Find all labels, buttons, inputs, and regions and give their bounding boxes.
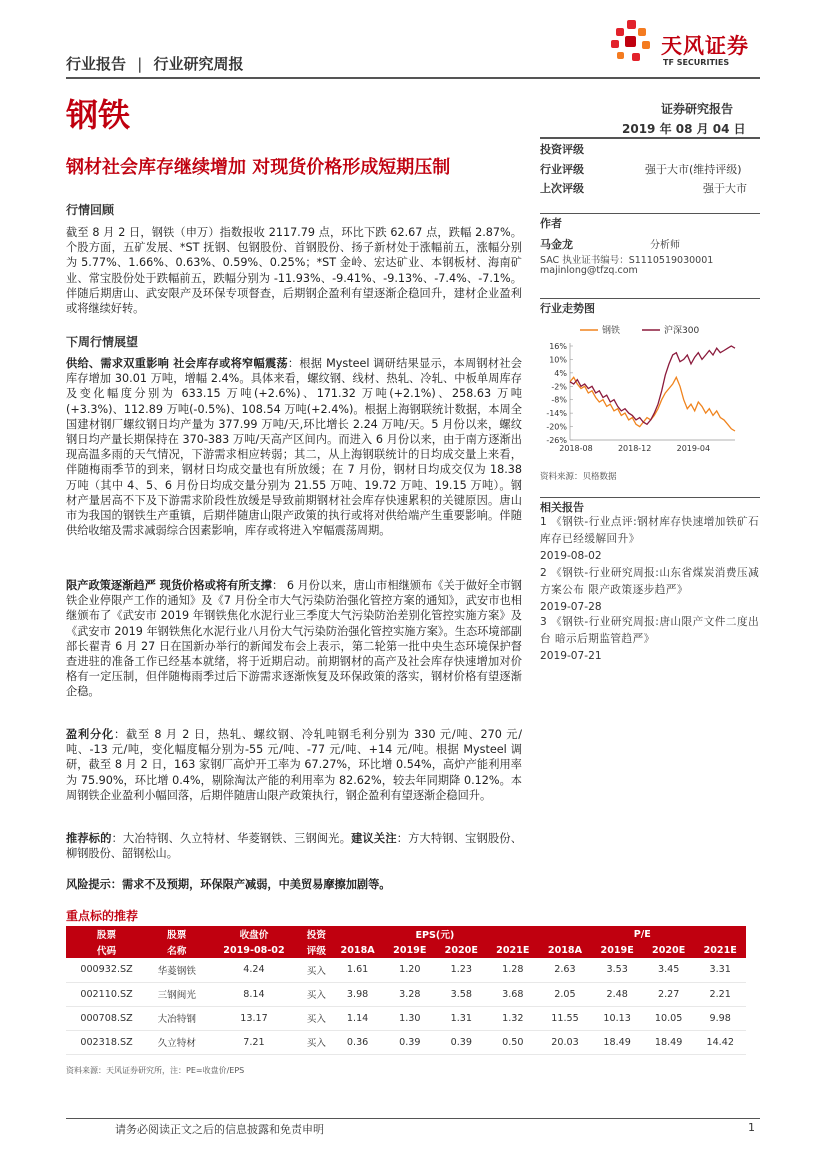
risk-lead: 风险提示 bbox=[66, 878, 111, 891]
table-cell: 13.17 bbox=[206, 1006, 301, 1030]
policy-paragraph bbox=[66, 578, 522, 700]
x-tick-label: 2018-12 bbox=[617, 444, 652, 453]
table-cell: 三钢闽光 bbox=[147, 982, 206, 1006]
y-tick-label: -2% bbox=[551, 382, 567, 392]
table-cell: 0.50 bbox=[487, 1030, 539, 1054]
table-cell: 18.49 bbox=[591, 1030, 643, 1054]
supply-demand-lead: 供给、需求双重影响 社会库存或将窄幅震荡 bbox=[66, 357, 288, 370]
table-cell: 1.23 bbox=[436, 958, 488, 982]
report-type: 证券研究报告 bbox=[661, 102, 734, 116]
table-cell: 11.55 bbox=[539, 1006, 592, 1030]
trend-title: 行业走势图 bbox=[540, 302, 595, 315]
table-cell: 0.36 bbox=[331, 1030, 384, 1054]
prev-rating-label: 上次评级 bbox=[540, 182, 584, 195]
sidebar-rule-author bbox=[540, 213, 760, 214]
header-cell: 股票 bbox=[66, 926, 147, 942]
logo-name: 天风证券 bbox=[661, 34, 749, 58]
industry-rating-label: 行业评级 bbox=[540, 163, 584, 176]
policy-text: ： 6 月份以来，唐山市相继颁布《关于做好全市钢铁企业停限产工作的通知》及《7 月份全市大气污染防治强化管控方案的通知》，武安市也相继颁布了《武安市 2019 年钢铁焦化水泥行业三季度大气污染防治差别化管控实施方案》及《武安市 2019 年钢铁焦化水泥行业八月份大气污染防治强化管控实施方案》。生态环境部副部长翟青 6 月 27 日在国新办举行的新闻发布会上表示，第二轮第一批中央生态环境保护督查进驻的准备工作已经基本就绪，将于近期启动。前期钢材的高产及社会库存快速增加对价格有一定压制，但伴随梅雨季过后下游需求逐渐恢复及环保政策的落实，钢材价格有望逐渐企稳。 bbox=[66, 579, 522, 699]
watch-lead: 建议关注 bbox=[351, 832, 397, 845]
header-cell: 2020E bbox=[436, 942, 488, 958]
table-cell: 3.45 bbox=[643, 958, 695, 982]
related-report-text[interactable]: 3 《钢铁-行业研究周报:唐山限产文件二度出台 暗示后期监管趋严》 bbox=[540, 616, 760, 645]
logo-en: TF SECURITIES bbox=[663, 58, 730, 67]
table-cell: 002110.SZ bbox=[66, 982, 147, 1006]
y-tick-label: 16% bbox=[549, 342, 567, 351]
logo-mark-icon bbox=[611, 20, 655, 64]
author-title: 作者 bbox=[540, 217, 562, 230]
breadcrumb-subcategory: 行业研究周报 bbox=[153, 55, 244, 73]
industry-rating-value: 强于大市(维持评级) bbox=[645, 163, 742, 176]
related-report-1[interactable] bbox=[540, 514, 760, 565]
footer-disclaimer[interactable]: 请务必阅读正文之后的信息披露和免责申明 bbox=[115, 1123, 324, 1136]
table-row bbox=[66, 1030, 746, 1054]
recommend-lead: 推荐标的 bbox=[66, 832, 112, 845]
y-tick-label: -20% bbox=[546, 422, 567, 432]
industry-title: 钢铁 bbox=[66, 96, 131, 134]
page-number: 1 bbox=[748, 1121, 755, 1134]
related-report-date: 2019-08-02 bbox=[540, 550, 602, 562]
y-tick-label: 10% bbox=[549, 355, 567, 365]
table-cell: 4.24 bbox=[206, 958, 301, 982]
profit-lead: 盈利分化 bbox=[66, 728, 115, 741]
table-cell: 2.05 bbox=[539, 982, 592, 1006]
author-email[interactable]: majinlong@tfzq.com bbox=[540, 265, 638, 276]
y-tick-label: -8% bbox=[551, 395, 567, 405]
table-cell: 1.31 bbox=[436, 1006, 488, 1030]
recommend-text: ：大冶特钢、久立特材、华菱钢铁、三钢闽光。 bbox=[111, 832, 352, 845]
table-section-title: 重点标的推荐 bbox=[66, 909, 139, 923]
table-cell: 9.98 bbox=[694, 1006, 746, 1030]
table-cell: 000708.SZ bbox=[66, 1006, 147, 1030]
related-report-3[interactable] bbox=[540, 614, 760, 665]
recommend-paragraph bbox=[66, 831, 522, 861]
header-cell: 代码 bbox=[66, 942, 147, 958]
risk-paragraph bbox=[66, 877, 522, 892]
breadcrumb bbox=[66, 53, 244, 74]
table-source: 资料来源：天风证券研究所，注：PE=收盘价/EPS bbox=[66, 1066, 245, 1075]
table-cell: 1.61 bbox=[331, 958, 384, 982]
company-logo bbox=[611, 20, 761, 72]
table-cell: 买入 bbox=[301, 982, 331, 1006]
header-cell: 2021E bbox=[694, 942, 746, 958]
table-cell: 1.20 bbox=[384, 958, 436, 982]
table-cell: 3.53 bbox=[591, 958, 643, 982]
table-cell: 3.98 bbox=[331, 982, 384, 1006]
header-cell: 2018A bbox=[331, 942, 384, 958]
industry-trend-chart bbox=[540, 318, 760, 458]
breadcrumb-separator: | bbox=[137, 55, 143, 73]
table-cell: 8.14 bbox=[206, 982, 301, 1006]
table-cell: 2.63 bbox=[539, 958, 592, 982]
header-cell: 投资 bbox=[301, 926, 331, 942]
table-cell: 3.68 bbox=[487, 982, 539, 1006]
header-cell: 2018A bbox=[539, 942, 592, 958]
sidebar-rule-related bbox=[540, 497, 760, 498]
risk-text: ：需求不及预期，环保限产减弱，中美贸易摩擦加剧等。 bbox=[110, 878, 391, 891]
x-tick-label: 2018-08 bbox=[559, 444, 593, 453]
author-role: 分析师 bbox=[650, 240, 680, 251]
report-date: 2019 年 08 月 04 日 bbox=[622, 122, 746, 136]
review-section-title: 行情回顾 bbox=[66, 203, 115, 217]
chart-source: 资料来源：贝格数据 bbox=[540, 472, 617, 482]
profit-paragraph bbox=[66, 727, 522, 803]
table-cell: 10.13 bbox=[591, 1006, 643, 1030]
sidebar-rule-trend bbox=[540, 298, 760, 299]
related-report-date: 2019-07-28 bbox=[540, 601, 602, 613]
profit-text: ：截至 8 月 2 日，热轧、螺纹钢、冷轧吨钢毛利分别为 330 元/吨、270 元/吨、-13 元/吨，变化幅度幅分别为-55 元/吨、-77 元/吨、+14 元/吨。根据 Mysteel 调研，截至 8 月 2 日，163 家钢厂高炉开工率为 67.27%，环比增 0.54%，高炉产能利用率为 75.90%，环比增 0.4%，剔除淘汰产能的利用率为 82.62%，较去年同期降 0.12%。本周钢铁企业盈利小幅回落，后期伴随唐山限产政策执行，钢企盈利有望逐渐企稳回升。 bbox=[66, 728, 522, 802]
table-cell: 3.28 bbox=[384, 982, 436, 1006]
header-cell: 评级 bbox=[301, 942, 331, 958]
table-row bbox=[66, 982, 746, 1006]
table-cell: 买入 bbox=[301, 958, 331, 982]
header-cell: 收盘价 bbox=[206, 926, 301, 942]
table-cell: 2.21 bbox=[694, 982, 746, 1006]
series-line-steel bbox=[570, 377, 735, 431]
table-header-row-1 bbox=[66, 926, 746, 942]
x-tick-label: 2019-04 bbox=[676, 444, 711, 453]
related-title: 相关报告 bbox=[540, 501, 584, 514]
y-tick-label: -14% bbox=[546, 409, 567, 419]
author-sac: SAC 执业证书编号：S1110519030001 bbox=[540, 255, 714, 266]
prev-rating-value: 强于大市 bbox=[703, 182, 747, 195]
table-cell: 华菱钢铁 bbox=[147, 958, 206, 982]
related-report-date: 2019-07-21 bbox=[540, 650, 602, 662]
stock-recommend-table bbox=[66, 926, 746, 1055]
breadcrumb-category: 行业报告 bbox=[66, 55, 127, 73]
watch-text: ：方大特钢、宝钢股份、柳钢股份、韶钢松山。 bbox=[66, 832, 522, 861]
table-cell: 2.48 bbox=[591, 982, 643, 1006]
header-cell: 名称 bbox=[147, 942, 206, 958]
rating-title: 投资评级 bbox=[540, 143, 584, 156]
supply-demand-paragraph bbox=[66, 356, 522, 538]
table-cell: 002318.SZ bbox=[66, 1030, 147, 1054]
header-cell: 股票 bbox=[147, 926, 206, 942]
series-line-hs300 bbox=[570, 346, 735, 424]
sidebar-rule-rating bbox=[540, 137, 760, 139]
table-cell: 14.42 bbox=[694, 1030, 746, 1054]
y-tick-label: 4% bbox=[554, 368, 567, 378]
related-report-text[interactable]: 2 《钢铁-行业研究周报:山东省煤炭消费压减方案公布 限产政策逐步趋严》 bbox=[540, 567, 760, 596]
table-cell: 买入 bbox=[301, 1030, 331, 1054]
table-cell: 1.30 bbox=[384, 1006, 436, 1030]
supply-demand-text: ：根据 Mysteel 调研结果显示，本周钢材社会库存增加 30.01 万吨，增幅 2.4%。具体来看，螺纹钢、线材、热轧、冷轧、中板单周库存及变化幅度分别为 633.15 万吨(+2.6%)、171.32 万吨(+2.1%)、258.63 万吨(+3.3%)、112.89 万吨(-0.5%)、108.54 万吨(+2.4%)。根据上海钢联统计数据，本周全国建材钢厂螺纹钢日均产量为 377.99 万吨/天,环比增长 2.24 万吨/天。5 月份以来，螺纹钢日均产量长期保持在 370-383 万吨/天高产区间内。而进入 6 月份以来，由于南方逐渐出现高温多雨的天气情况，下游需求相应转弱；其二，从上海钢联统计的日均成交量上来看，伴随梅雨季节的到来，钢材日均成交量也有所放缓；在 7 月份，钢材日均成交仅为 18.38 万吨（其中 4、5、6 月份日均成交量分别为 21.55 万吨、19.72 万吨、19.15 万吨）。钢材产量居高不下及下游需求阶段性放缓是导致前期钢材社会库存快速累积的关键原因。唐山市为我国的钢铁生产重镇，后期伴随唐山限产政策的执行或将对供给端产生重要影响。伴随供给收缩及需求减弱综合因素影响，库存或将进入窄幅震荡周期。 bbox=[66, 357, 522, 538]
table-cell: 10.05 bbox=[643, 1006, 695, 1030]
header-cell-eps: EPS(元) bbox=[331, 926, 538, 942]
table-cell: 买入 bbox=[301, 1006, 331, 1030]
report-title: 钢材社会库存继续增加 对现货价格形成短期压制 bbox=[66, 157, 451, 178]
table-cell: 1.14 bbox=[331, 1006, 384, 1030]
review-paragraph: 截至 8 月 2 日，钢铁（申万）指数报收 2117.79 点，环比下跌 62.67 点，跌幅 2.87%。个股方面，五矿发展、*ST 抚钢、包钢股份、首钢股份、扬子新材处于涨幅前五，涨幅分别为 5.77%、1.66%、0.63%、0.59%、0.25%；*ST 金岭、宏达矿业、本钢板材、海南矿业、常宝股份处于跌幅前五，跌幅分别为 -11.93%、-9.41%、-9.13%、-7.4%、-7.1%。伴随后期唐山、武安限产及环保专项督查，后期钢企盈利有望逐渐企稳回升，建材企业盈利或将继续好转。 bbox=[66, 226, 522, 316]
legend-label: 沪深300 bbox=[664, 326, 700, 336]
header-cell-pe: P/E bbox=[539, 926, 746, 942]
table-cell: 3.31 bbox=[694, 958, 746, 982]
table-row bbox=[66, 1006, 746, 1030]
table-cell: 1.28 bbox=[487, 958, 539, 982]
table-cell: 久立特材 bbox=[147, 1030, 206, 1054]
y-tick-label: -26% bbox=[546, 436, 567, 445]
header-cell: 2020E bbox=[643, 942, 695, 958]
table-cell: 2.27 bbox=[643, 982, 695, 1006]
policy-lead: 限产政策逐渐趋严 现货价格或将有所支撑 bbox=[66, 579, 272, 592]
footer-rule bbox=[66, 1118, 760, 1119]
table-cell: 3.58 bbox=[436, 982, 488, 1006]
legend-label: 钢铁 bbox=[602, 326, 621, 336]
table-cell: 000932.SZ bbox=[66, 958, 147, 982]
header-cell: 2019E bbox=[384, 942, 436, 958]
table-cell: 0.39 bbox=[436, 1030, 488, 1054]
author-name: 马金龙 bbox=[540, 238, 573, 251]
table-cell: 20.03 bbox=[539, 1030, 592, 1054]
header-cell: 2019-08-02 bbox=[206, 942, 301, 958]
table-cell: 1.32 bbox=[487, 1006, 539, 1030]
table-row bbox=[66, 958, 746, 982]
table-cell: 18.49 bbox=[643, 1030, 695, 1054]
table-cell: 7.21 bbox=[206, 1030, 301, 1054]
header-rule bbox=[66, 77, 760, 79]
related-report-text[interactable]: 1 《钢铁-行业点评:钢材库存快速增加铁矿石库存已经缓解回升》 bbox=[540, 516, 760, 545]
table-cell: 0.39 bbox=[384, 1030, 436, 1054]
header-cell: 2021E bbox=[487, 942, 539, 958]
related-report-2[interactable] bbox=[540, 565, 760, 616]
header-cell: 2019E bbox=[591, 942, 643, 958]
table-cell: 大冶特钢 bbox=[147, 1006, 206, 1030]
outlook-section-title: 下周行情展望 bbox=[66, 335, 139, 349]
table-header-row-2 bbox=[66, 942, 746, 958]
